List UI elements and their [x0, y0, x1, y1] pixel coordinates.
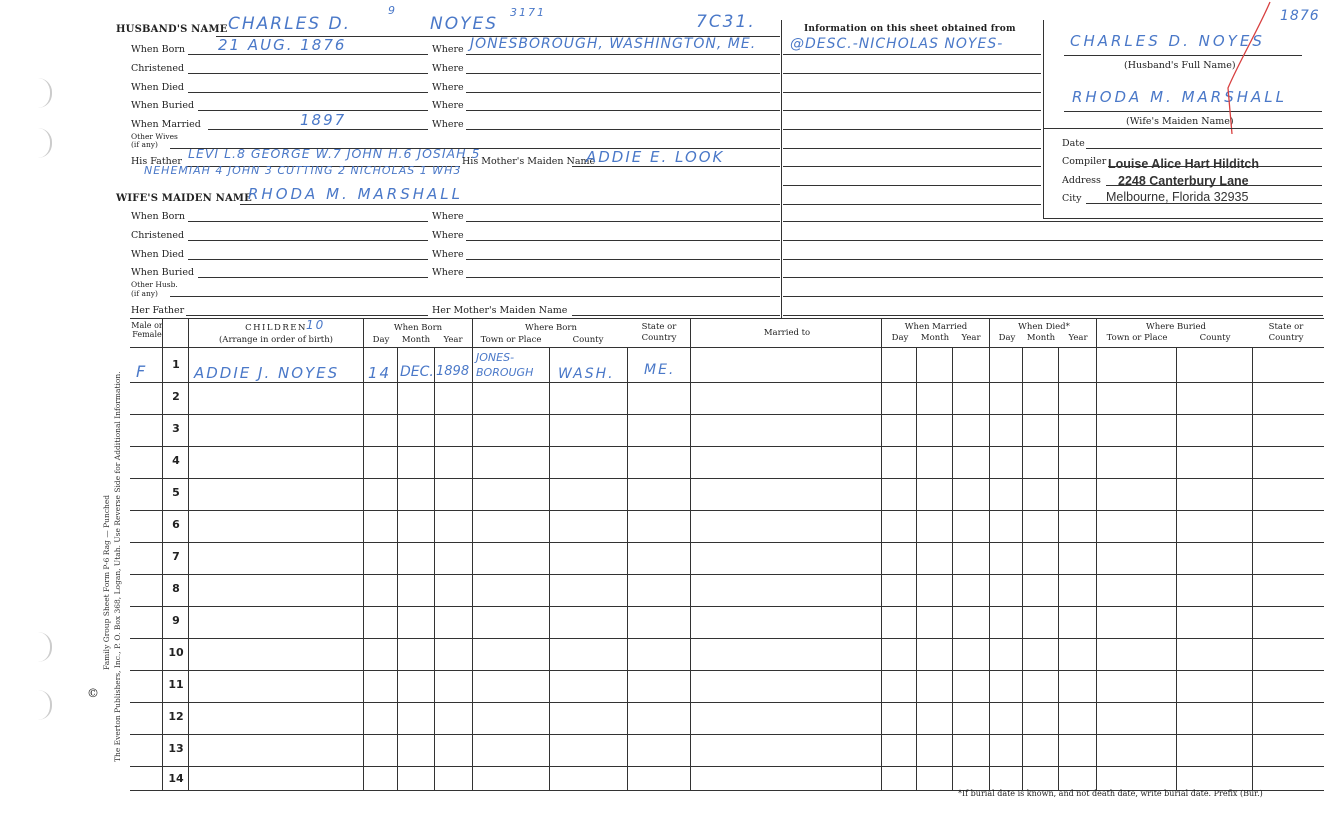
row-number: 14: [168, 772, 184, 785]
born-town: Town or Place: [480, 335, 542, 345]
city-label: City: [1062, 193, 1082, 204]
punch-hole-3: [38, 632, 52, 662]
child1-state-hw: ME.: [644, 362, 676, 378]
his-father-hw: LEVI L.8 GEORGE W.7 JOHN H.6 JOSIAH 5: [188, 146, 481, 161]
right-husband-name-hw: CHARLES D. NOYES: [1070, 32, 1265, 50]
wife-buried-where-label: Where: [432, 267, 464, 278]
husband-full-name-caption: (Husband's Full Name): [1124, 60, 1236, 71]
row-number: 12: [168, 710, 184, 723]
info-source-hw: @DESC.-NICHOLAS NOYES-: [790, 36, 1004, 52]
row-number: 9: [172, 614, 180, 627]
punch-hole-2: [38, 128, 52, 158]
right-year-hw: 1876: [1280, 8, 1320, 24]
wife-christened-label: Christened: [131, 230, 185, 241]
his-mother-label: His Mother's Maiden Name: [462, 156, 596, 167]
info-source-label: Information on this sheet obtained from: [804, 24, 1016, 34]
his-father-label: His Father: [131, 156, 182, 167]
his-mother-hw: ADDIE E. LOOK: [586, 148, 725, 166]
husband-married-hw: 1897: [300, 111, 347, 129]
col-where-born: Where Born: [525, 323, 577, 333]
husband-christened-where-label: Where: [432, 63, 464, 74]
compiler-label: Compiler: [1062, 156, 1107, 167]
row-number: 10: [168, 646, 184, 659]
col-when-born: When Born: [393, 323, 443, 333]
wife-born-label: When Born: [131, 211, 186, 222]
born-month: Month: [401, 335, 431, 345]
burial-footnote: *If burial date is known, and not death date, write burial date. Prefix (Bur.): [958, 789, 1263, 798]
child1-year-hw: 1898: [436, 364, 470, 379]
died-day: Day: [998, 333, 1016, 343]
child1-town-hw: JONES- BOROUGH: [476, 351, 534, 379]
husband-num-hw: 3171: [510, 6, 546, 19]
husband-born-place-hw: JONESBOROUGH, WASHINGTON, ME.: [470, 36, 757, 52]
wife-section-label: WIFE'S MAIDEN NAME: [116, 193, 253, 204]
row-number: 5: [172, 486, 180, 499]
row-number: 2: [172, 390, 180, 403]
her-mother-label: Her Mother's Maiden Name: [432, 305, 568, 316]
husband-buried-label: When Buried: [131, 100, 195, 111]
col-when-married: When Married: [904, 322, 968, 332]
other-wives-label: Other Wives: [131, 132, 178, 141]
other-wives-ifany: (if any): [131, 140, 158, 149]
compiler-value: Louise Alice Hart Hilditch: [1108, 157, 1259, 171]
wife-christened-where-label: Where: [432, 230, 464, 241]
address-label: Address: [1062, 175, 1101, 186]
side-text-publisher: The Everton Publishers, Inc., P. O. Box 368, Logan, Utah. Use Reverse Side for Additional Information.: [113, 371, 122, 762]
husband-born-hw: 21 AUG. 1876: [218, 36, 347, 54]
punch-hole-1: [38, 78, 52, 108]
born-state: State or Country: [641, 322, 677, 343]
col-children-sub: (Arrange in order of birth): [218, 335, 333, 345]
died-month: Month: [1026, 333, 1056, 343]
born-year: Year: [443, 335, 463, 345]
row-number: 13: [168, 742, 184, 755]
wife-buried-label: When Buried: [131, 267, 195, 278]
side-text-form: Family Group Sheet Form P-6 Rag — Punched: [102, 494, 111, 670]
wife-died-where-label: Where: [432, 249, 464, 260]
children-count-hw: 10: [306, 318, 326, 332]
col-children-header: CHILDREN: [245, 323, 307, 333]
row-number: 11: [168, 678, 184, 691]
row-number: 6: [172, 518, 180, 531]
other-husb-ifany: (if any): [131, 289, 158, 298]
husband-married-where-label: Where: [432, 119, 464, 130]
row-number: 3: [172, 422, 180, 435]
husband-born-where-label: Where: [432, 44, 464, 55]
col-where-buried: Where Buried: [1145, 322, 1206, 332]
child1-name-hw: ADDIE J. NOYES: [194, 364, 340, 382]
date-label: Date: [1062, 138, 1085, 149]
wife-died-label: When Died: [131, 249, 185, 260]
husband-section-label: HUSBAND'S NAME: [116, 24, 228, 35]
row-number: 8: [172, 582, 180, 595]
died-year: Year: [1068, 333, 1088, 343]
city-value: Melbourne, Florida 32935: [1106, 190, 1249, 204]
husband-died-label: When Died: [131, 82, 185, 93]
husband-christened-label: Christened: [131, 63, 185, 74]
husband-died-where-label: Where: [432, 82, 464, 93]
child1-month-hw: DEC.: [400, 364, 434, 380]
col-married-to: Married to: [763, 328, 811, 338]
husband-ref-hw: 7C31.: [696, 12, 756, 32]
child1-day-hw: 14: [368, 364, 392, 382]
husband-married-label: When Married: [131, 119, 201, 130]
her-father-label: Her Father: [131, 305, 185, 316]
other-husb-label: Other Husb.: [131, 280, 178, 289]
married-day: Day: [891, 333, 909, 343]
wife-born-where-label: Where: [432, 211, 464, 222]
married-year: Year: [961, 333, 981, 343]
husband-gen-hw: 9: [388, 4, 397, 17]
right-wife-name-hw: RHODA M. MARSHALL: [1072, 88, 1287, 106]
col-sex-header: Male or Female: [131, 321, 163, 339]
husband-buried-where-label: Where: [432, 100, 464, 111]
row-number: 4: [172, 454, 180, 467]
married-month: Month: [920, 333, 950, 343]
buried-town: Town or Place: [1106, 333, 1168, 343]
husband-born-label: When Born: [131, 44, 186, 55]
wife-name-hw: RHODA M. MARSHALL: [248, 185, 463, 203]
buried-state: State or Country: [1268, 322, 1304, 343]
born-day: Day: [372, 335, 390, 345]
copyright-symbol: ©: [87, 686, 99, 700]
row-number: 7: [172, 550, 180, 563]
address-value: 2248 Canterbury Lane: [1118, 174, 1249, 188]
punch-hole-4: [38, 690, 52, 720]
his-father-line2-hw: NEHEMIAH 4 JOHN 3 CUTTING 2 NICHOLAS 1 WH3: [144, 164, 462, 177]
red-check-mark: [1218, 0, 1278, 140]
husband-name-hw: CHARLES D.: [228, 14, 351, 34]
child1-county-hw: WASH.: [558, 366, 615, 382]
husband-surname-hw: NOYES: [430, 14, 499, 34]
child1-sex-hw: F: [136, 362, 148, 381]
wife-maiden-name-caption: (Wife's Maiden Name): [1126, 116, 1234, 127]
col-when-died: When Died*: [1018, 322, 1070, 332]
born-county: County: [572, 335, 604, 345]
row-number: 1: [172, 358, 180, 371]
buried-county: County: [1199, 333, 1231, 343]
